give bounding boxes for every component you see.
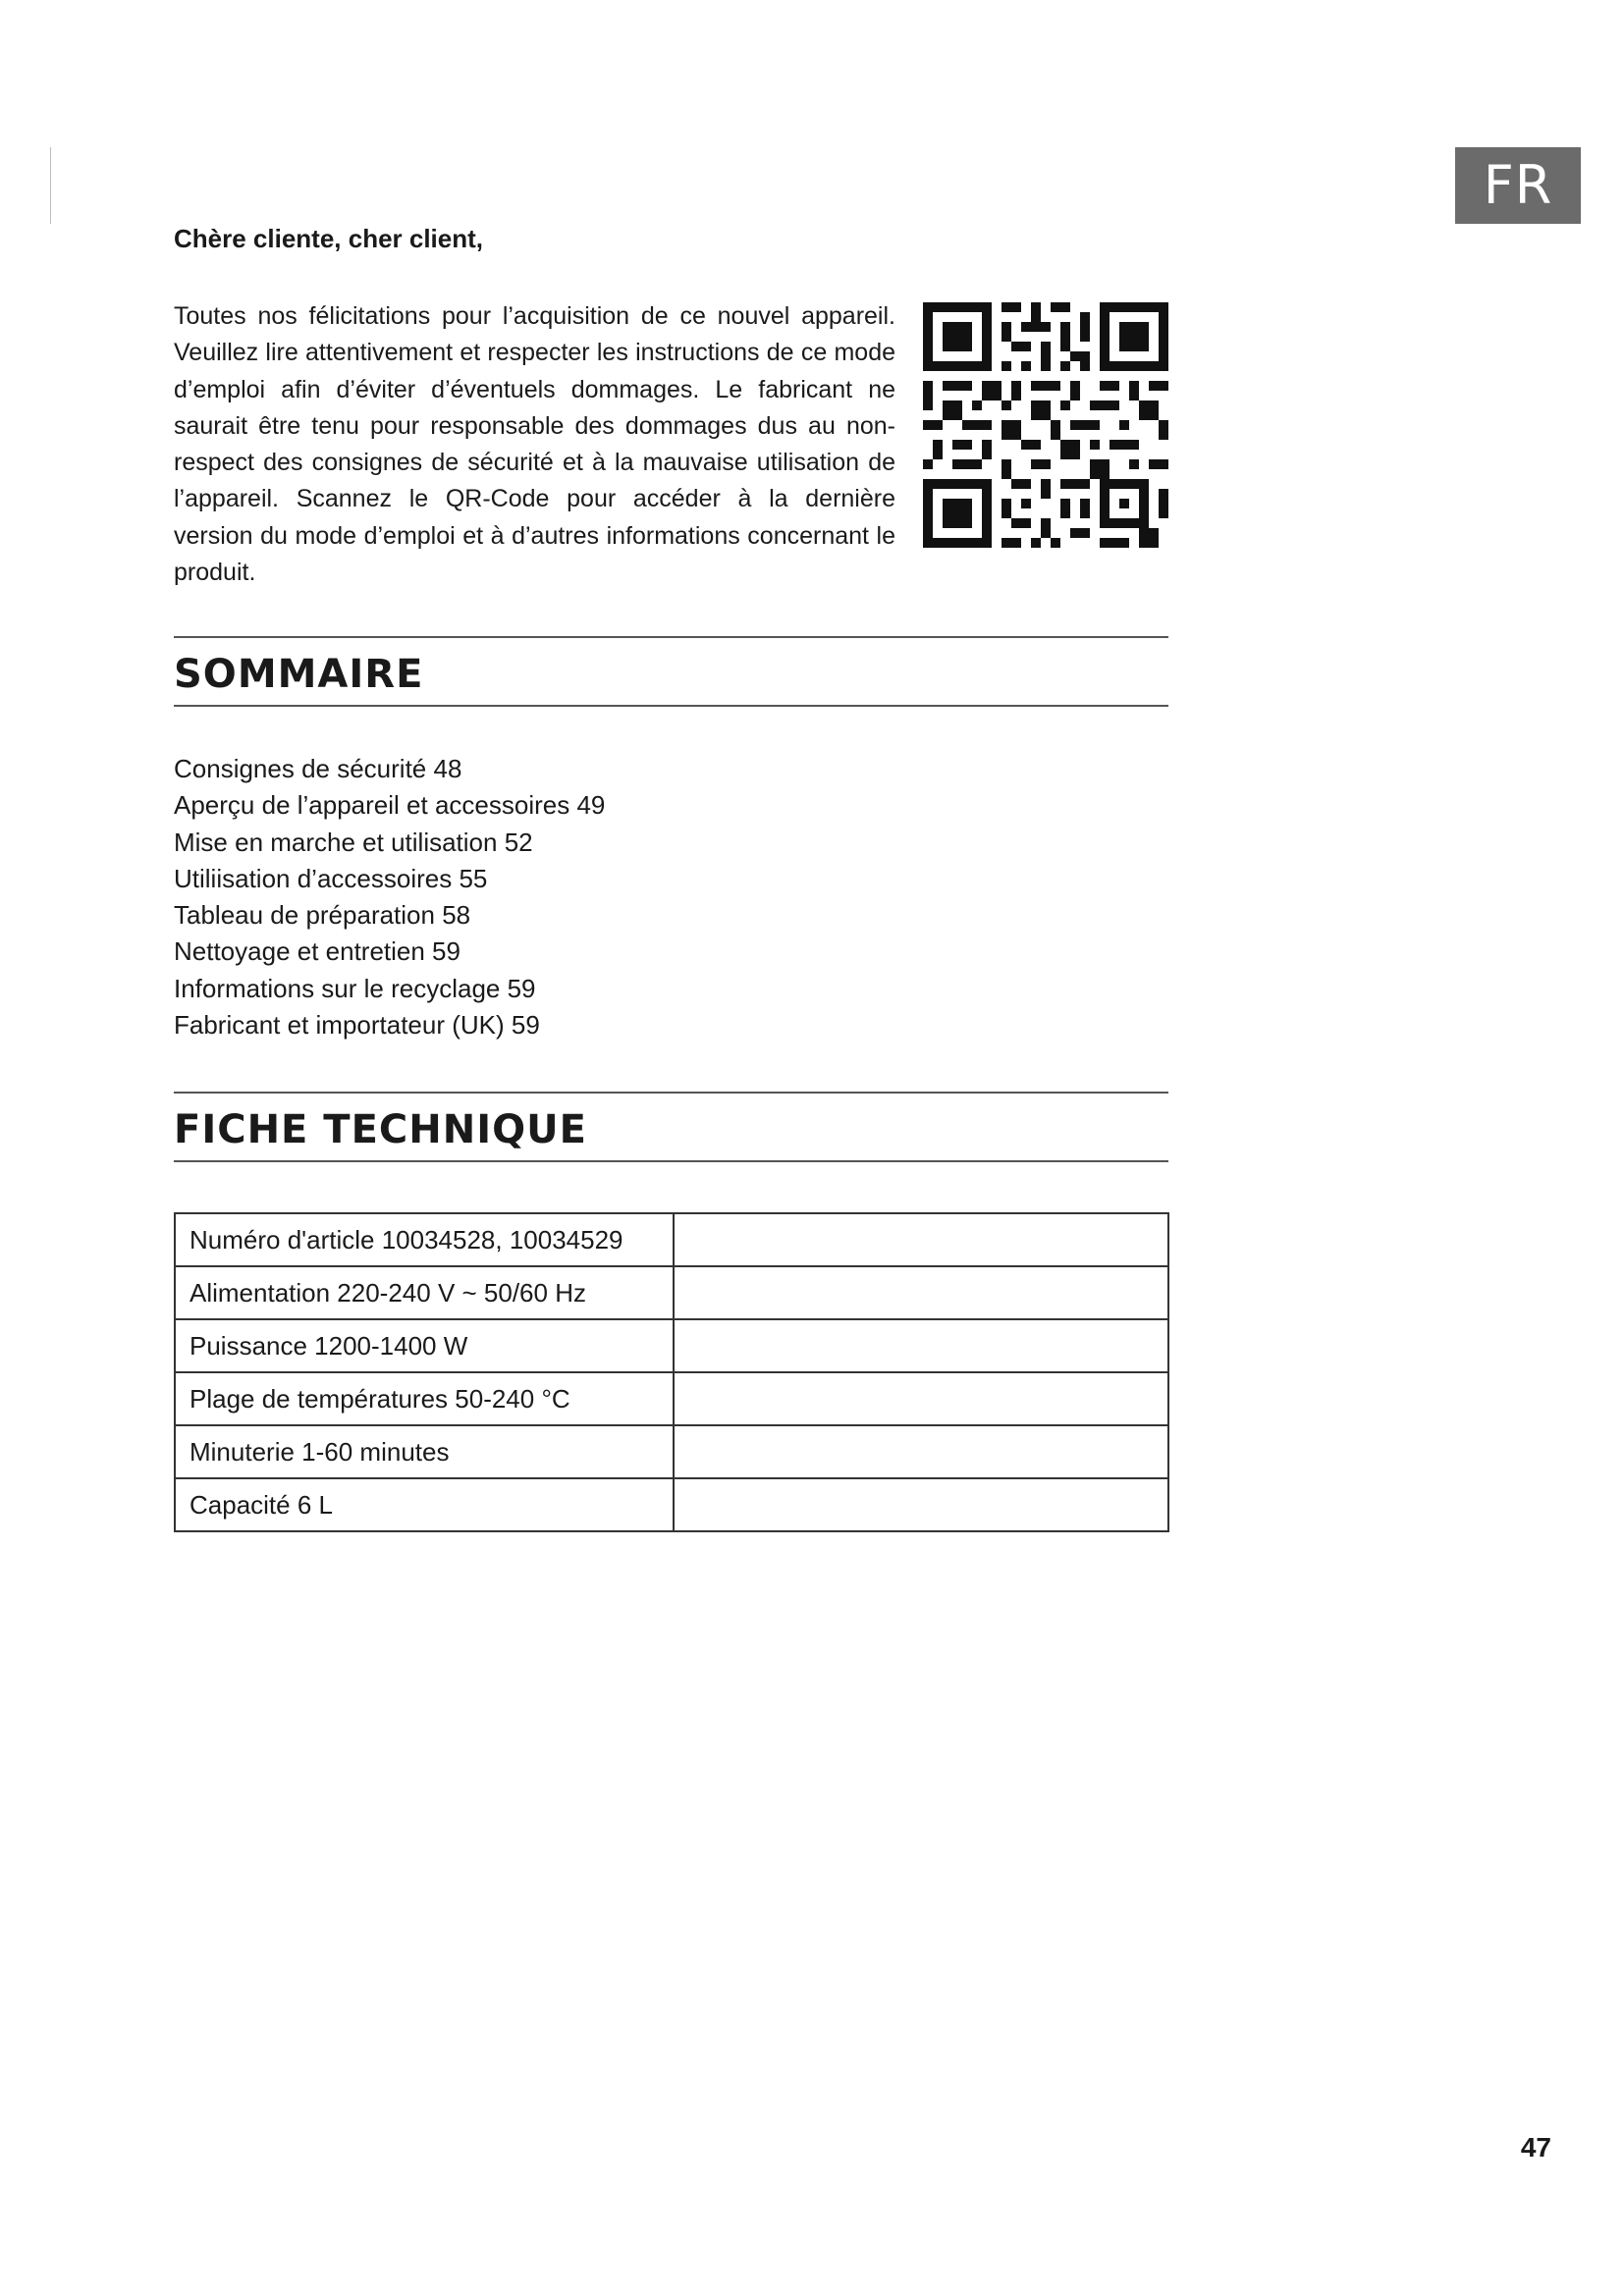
spec-label: Alimentation 220-240 V ~ 50/60 Hz: [175, 1266, 674, 1319]
spec-value: [674, 1372, 1168, 1425]
table-row: [175, 1478, 1168, 1531]
margin-line: [50, 147, 51, 224]
sommaire-top-rule: [174, 636, 1168, 638]
toc-item[interactable]: Utiliisation d’accessoires 55: [174, 863, 488, 893]
toc-item[interactable]: Nettoyage et entretien 59: [174, 936, 460, 967]
spec-label: Puissance 1200-1400 W: [175, 1319, 674, 1372]
spec-label: Plage de températures 50-240 °C: [175, 1372, 674, 1425]
toc-item[interactable]: Fabricant et importateur (UK) 59: [174, 1010, 540, 1041]
toc-item[interactable]: Informations sur le recyclage 59: [174, 973, 536, 1003]
spec-table: [174, 1212, 1169, 1532]
fiche-top-rule: [174, 1092, 1168, 1094]
spec-value: [674, 1319, 1168, 1372]
fiche-bottom-rule: [174, 1160, 1168, 1162]
spec-value: [674, 1478, 1168, 1531]
spec-label: Numéro d'article 10034528, 10034529: [175, 1213, 674, 1266]
toc-item[interactable]: Tableau de préparation 58: [174, 900, 471, 931]
greeting: Chère cliente, cher client,: [174, 224, 484, 253]
fiche-technique-heading: FICHE TECHNIQUE: [174, 1107, 587, 1152]
toc-item[interactable]: Aperçu de l’appareil et accessoires 49: [174, 790, 606, 821]
toc-item[interactable]: Mise en marche et utilisation 52: [174, 827, 533, 857]
spec-label: Minuterie 1-60 minutes: [175, 1425, 674, 1478]
table-row: [175, 1372, 1168, 1425]
page-number: 47: [1520, 2132, 1551, 2163]
sommaire-heading: SOMMAIRE: [174, 652, 424, 697]
toc-item[interactable]: Consignes de sécurité 48: [174, 754, 462, 783]
table-row: [175, 1319, 1168, 1372]
table-row: [175, 1266, 1168, 1319]
language-tab: FR: [1455, 147, 1581, 224]
table-of-contents: [174, 751, 605, 1043]
intro-paragraph: Toutes nos félicitations pour l’acquisition de ce nouvel appareil. Veuillez lire attentivement et respecter les instructions de ce mode d’emploi afin d’éviter d’éventuels dommages. Le fabricant ne saurait être tenu pour responsable des dommages dus au non-respect des consignes de sécurité et à la mauvaise utilisation de l’appareil. Scannez le QR-Code pour accéder à la dernière version du mode d’emploi et à d’autres informations concernant le produit.: [174, 302, 895, 587]
spec-label: Capacité 6 L: [175, 1478, 674, 1531]
qr-code-icon[interactable]: [923, 302, 1168, 548]
spec-value: [674, 1425, 1168, 1478]
table-row: [175, 1213, 1168, 1266]
table-row: [175, 1425, 1168, 1478]
spec-value: [674, 1266, 1168, 1319]
spec-value: [674, 1213, 1168, 1266]
sommaire-bottom-rule: [174, 705, 1168, 707]
